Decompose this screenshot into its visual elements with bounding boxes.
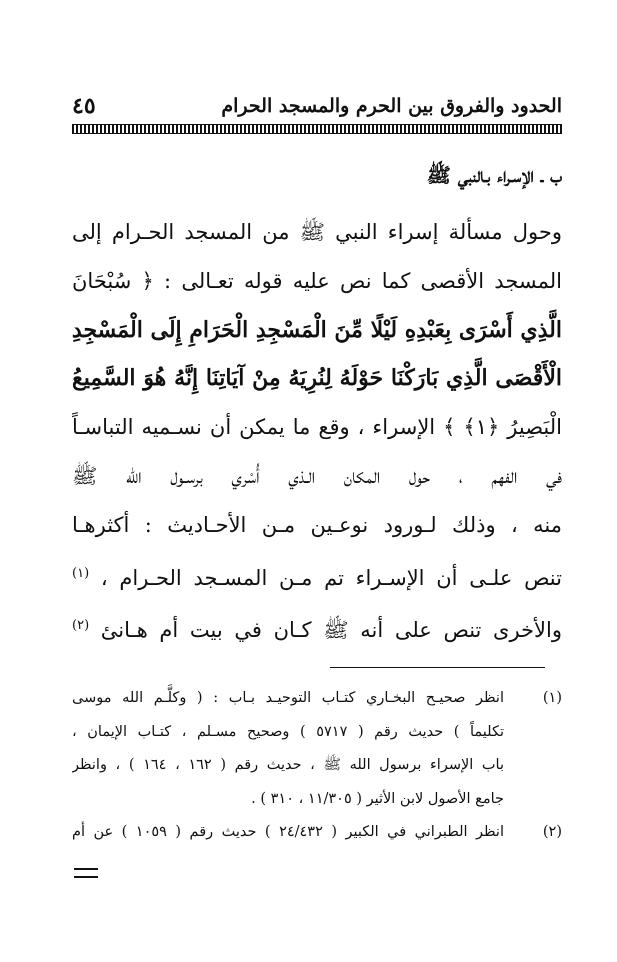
body-line: منه ، وذلك لـورود نوعـين مـن الأحـاديث : أكثرهـا [72, 512, 562, 537]
body-line [72, 602, 562, 655]
footnote-separator [330, 667, 545, 668]
body-line: المسجد الأقصى كما نص عليه قوله تعـالى : ﴿ سُبْحَانَ [72, 268, 562, 293]
body-line: وحول مسألة إسراء النبي ﷺ من المسجد الحـرام إلى [72, 220, 562, 244]
body-line: الْبَصِيرُ ﴿١﴾ ﴾ الإسراء ، وقع ما يمكن أن نسـميه التباسـاً [72, 415, 562, 440]
footnote-number: (٢) [542, 824, 562, 840]
quran-verse-line: الَّذِي أَسْرَى بِعَبْدِهِ لَيْلًا مِّنَ الْمَسْجِدِ الْحَرَامِ إِلَى الْمَسْجِدِ [72, 316, 562, 343]
footnote-number: (١) [542, 690, 562, 706]
body-line [72, 550, 562, 603]
footnote [72, 816, 562, 850]
footnote-line: جامع الأصول لابن الأثير ( ١١/٣٠٥ ، ٣١٠ ) . [251, 790, 504, 807]
section-heading: ب ـ الإسـراء بـالنبي ﷺ [426, 163, 562, 187]
footnote [72, 682, 562, 816]
continuation-mark [74, 868, 98, 878]
footnote-line: انظر صحيـح البخـاري كتـاب التوحيـد بـاب : ( وكلَّـم الله موسى [72, 690, 504, 706]
running-header [72, 92, 562, 120]
header-divider [72, 124, 562, 134]
body-line-text: تنص علـى أن الإسـراء تم مـن المسـجد الحـرام ، [89, 565, 562, 590]
footnote-line: تكليماً ) حديث رقم ( ٥٧١٧ ) وصحيح مسـلم ، كتـاب الإيمان ، [72, 723, 504, 740]
footnote-reference[interactable]: (١) [72, 565, 90, 581]
header-title: الحدود والفروق بين الحرم والمسجد الحرام [221, 95, 562, 117]
footnotes [72, 682, 562, 850]
quran-verse-line: الْأَقْصَى الَّذِي بَارَكْنَا حَوْلَهُ لِنُرِيَهُ مِنْ آيَاتِنَا إِنَّهُ هُوَ السَّمِيعُ [72, 365, 562, 392]
body-line-text: والأخرى تنص على أنه ﷺ كـان في بيت أم هـانئ [89, 618, 562, 643]
footnote-line: باب الإسراء برسول الله ﷺ ، حديث رقم ( ١٦٢ ، ١٦٤ ) ، وانظر [72, 757, 504, 773]
page-number: ٤٥ [72, 93, 96, 119]
footnote-reference[interactable]: (٢) [72, 618, 90, 634]
body-line: في الفهم ، حول المكان الـذي أُسْري برسـول الله ﷺ [72, 463, 562, 488]
body-text [72, 208, 562, 655]
footnote-line: انظر الطبراني في الكبير ( ٢٤/٤٣٢ ) حديث رقم ( ١٠٥٩ ) عن أم [72, 824, 504, 840]
